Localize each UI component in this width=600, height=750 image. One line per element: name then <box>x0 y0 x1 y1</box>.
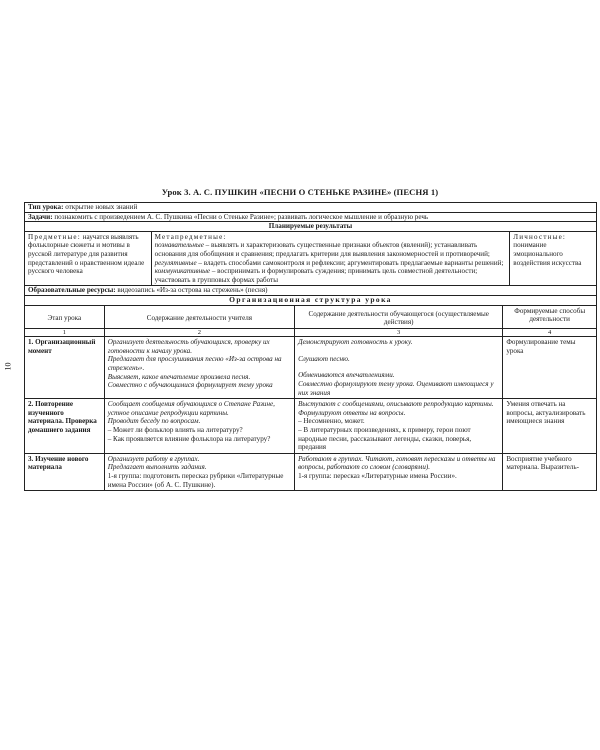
table-header-row <box>24 305 597 328</box>
tasks-value: познакомить с произведением А. С. Пушкина «Песни о Стеньке Разине»; развивать логическое мышление и образную речь <box>52 212 429 221</box>
metasubject-item-cognitive: познавательные – выявлять и характеризовать существенные признаки объектов (явлений); устанавливать основания для обобщения и сравнения; предлагать критерии для выявления закономерностей и противоречий; <box>154 241 490 258</box>
stage-cell: 3. Изучение нового материала <box>25 454 105 490</box>
resources-label: Образовательные ресурсы: <box>28 286 116 295</box>
subject-results-label: Предметные: <box>28 232 81 241</box>
header-student: Содержание деятельности обучающегося (осуществляемые действия) <box>295 306 503 328</box>
metasubject-item-regulatory: регулятивные – владеть способами самоконтроля и рефлексии; аргументировать предлагаемые варианты решений; <box>154 258 504 267</box>
tasks-row <box>24 212 597 222</box>
skills-cell: Умения отвечать на вопросы, актуализировать имеющиеся знания <box>506 400 586 426</box>
planned-results-grid <box>24 231 597 286</box>
student-cell: Выступают с сообщениями, описывают репродукцию картины. Формулируют ответы на вопросы. – Несомненно, может. – В литературных произведениях, к примеру, герои поют народные песни, рассказывают легенды, сказки, поверья, предания <box>295 399 503 453</box>
metasubject-item-communicative: коммуникативные – воспринимать и формулировать суждения; принимать цель совместной деятельности; участвовать в групповых формах работы <box>154 267 478 284</box>
header-teacher: Содержание деятельности учителя <box>105 306 295 328</box>
structure-header: Организационная структура урока <box>24 295 597 305</box>
subject-results-cell <box>25 232 152 286</box>
student-cell: Демонстрируют готовность к уроку. Слушают песню. Обмениваются впечатлениями. Совместно формулируют тему урока. Оценивают имеющиеся у них знания <box>295 337 503 398</box>
personal-results-label: Личностные: <box>513 232 567 241</box>
metasubject-results-cell <box>152 232 511 286</box>
lesson-type-row <box>24 202 597 212</box>
column-number: 1 <box>25 329 105 337</box>
stage-cell: 2. Повторение изученного материала. Проверка домашнего задания <box>25 399 105 453</box>
planned-results-header: Планируемые результаты <box>24 221 597 231</box>
table-row <box>24 398 597 453</box>
column-number: 3 <box>295 329 503 337</box>
subject-results-text: научатся выявлять фольклорные сюжеты и мотивы в русской литературе для развития представлений о нравственном идеале русского человека <box>28 232 145 276</box>
page-number: 10 <box>3 362 13 371</box>
student-cell: Работают в группах. Читают, готовят пересказы и ответы на вопросы, работают со словом (словарями). 1-я группа: пересказ «Литературные имена России». <box>295 454 503 490</box>
teacher-cell: Сообщает сообщения обучающихся о Степане Разине, устное описание репродукции картины. Проводит беседу по вопросам. – Может ли фольклор влиять на литературу? – Как проявляется влияние фольклора на литературу? <box>105 399 295 453</box>
personal-results-cell <box>510 232 596 286</box>
column-number: 2 <box>105 329 295 337</box>
teacher-cell: Организует работу в группах. Предлагает выполнить задания. 1-я группа: подготовить пересказ рубрики «Литературные имена России» (об А. С. Пушкине). <box>105 454 295 490</box>
teacher-cell: Организует деятельность обучающихся, проверку их готовности к началу урока. Предлагает для прослушивания песню «Из-за острова на стрежень». Выясняет, какое впечатление произвела песня. Совместно с обучающимися формулирует тему урока <box>105 337 295 398</box>
metasubject-results-label: Метапредметные: <box>154 232 227 241</box>
skills-cell: Восприятие учебного материала. Выразитель- <box>506 454 579 472</box>
header-stage: Этап урока <box>25 306 105 328</box>
resources-value: видеозапись «Из-за острова на стрежень» (песня) <box>115 286 268 295</box>
table-row <box>24 336 597 398</box>
personal-results-text: понимание эмоционального воздействия искусства <box>513 241 582 267</box>
column-number: 4 <box>548 328 552 336</box>
table-number-row <box>24 328 597 337</box>
table-row <box>24 453 597 491</box>
lesson-type-label: Тип урока: <box>28 203 64 211</box>
tasks-label: Задачи: <box>28 212 53 221</box>
lesson-plan-sheet <box>24 202 597 491</box>
lesson-title: Урок 3. А. С. ПУШКИН «ПЕСНИ О СТЕНЬКЕ РАЗИНЕ» (ПЕСНЯ 1) <box>161 187 439 197</box>
lesson-type-value: открытие новых знаний <box>63 203 138 211</box>
skills-cell: Формулирование темы урока <box>506 338 576 355</box>
resources-row <box>24 285 597 295</box>
header-skills: Формируемые способы деятельности <box>514 306 586 324</box>
stage-cell: 1. Организационный момент <box>25 337 105 398</box>
